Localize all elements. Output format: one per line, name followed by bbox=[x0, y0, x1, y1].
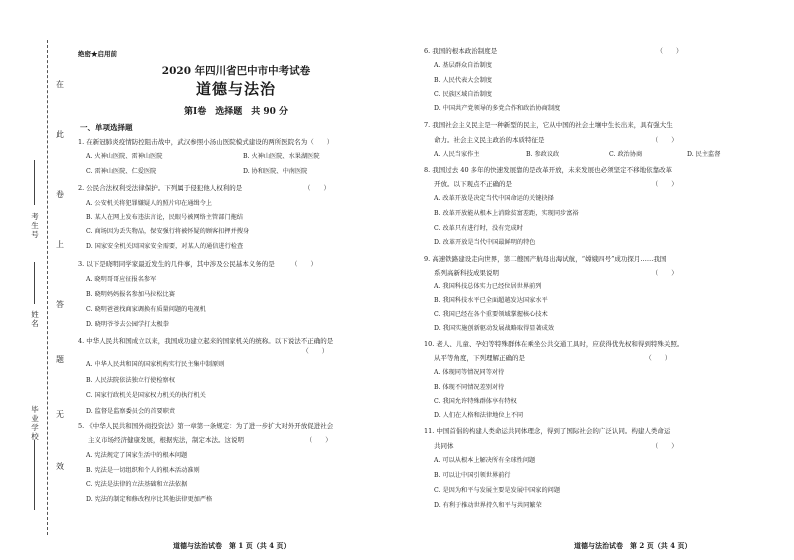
exam-title: 2020 年四川省巴中市中考试卷 bbox=[161, 65, 311, 77]
option: D. 有利于推动世界持久和平与共同繁荣 bbox=[434, 502, 542, 509]
question-stem: 7. 我国社会主义民主是一种新型的民主，它从中国的社会土壤中生长出来，具有强大生 bbox=[424, 121, 673, 129]
right-page bbox=[424, 0, 772, 560]
option: B. 人民代表大会制度 bbox=[434, 77, 492, 84]
name-label: 姓名 bbox=[31, 310, 39, 328]
question-stem: 2. 公民合法权利受法律保护。下列属于侵犯他人权利的是 （ ） bbox=[78, 184, 331, 192]
question-stem: 共同体 （ ） bbox=[434, 442, 678, 450]
question-stem: 命力。社会主义民主政治的本质特征是 （ ） bbox=[434, 136, 678, 144]
option: D. 晓明爷爷去公园学打太极拳 bbox=[86, 321, 169, 328]
option: B. 我国科技水平已全面超越发达国家水平 bbox=[434, 297, 548, 304]
option: B. 体现不同情况差别对待 bbox=[434, 384, 505, 391]
option: D. 民主监督 bbox=[687, 151, 721, 158]
option: B. 火神山医院、水果湖医院 bbox=[243, 153, 320, 160]
option: C. 国家行政机关是国家权力机关的执行机关 bbox=[86, 392, 206, 399]
question-stem: 9. 高速铁路建设走向世界，第二艘国产航母出海试航，“嫦娥四号”成功探月……我国 bbox=[424, 255, 667, 263]
school-label: 毕业学校 bbox=[31, 405, 39, 441]
option: A. 改革开放是决定当代中国命运的关键抉择 bbox=[434, 195, 554, 202]
question-stem: 8. 我国过去 40 多年的快速发展靠的是改革开放，未来发展也必须坚定不移地依靠改革 bbox=[424, 166, 673, 174]
name-line bbox=[34, 262, 35, 304]
question-stem: 10. 老人、儿童、孕妇等特殊群体在乘坐公共交通工具时，应获得优先权和得到特殊关照。 bbox=[424, 340, 684, 348]
option: D. 我国实施创新驱动发展战略取得显著成效 bbox=[434, 325, 555, 332]
question-stem: 从平等角度，下列理解正确的是 （ ） bbox=[434, 354, 672, 362]
option: B. 改革开放能从根本上消除贫富差距，实现同步富裕 bbox=[434, 210, 579, 217]
question-stem: 开放。以下观点不正确的是 （ ） bbox=[434, 180, 678, 188]
option: D. 协和医院、中南医院 bbox=[243, 168, 308, 175]
option: A. 人民当家作主 bbox=[434, 151, 480, 158]
part-title: 第Ⅰ卷 选择题 共 90 分 bbox=[183, 107, 288, 117]
option: B. 人民法院依法独立行使检察权 bbox=[86, 377, 175, 384]
option: A. 晓明哥哥应征报名参军 bbox=[86, 276, 157, 283]
margin-char: 此 bbox=[56, 130, 64, 139]
option: C. 改革只有进行时，没有完成时 bbox=[434, 225, 523, 232]
option: A. 中华人民共和国的国家机构实行民主集中制原则 bbox=[86, 361, 225, 368]
option: C. 民族区域自治制度 bbox=[434, 91, 492, 98]
left-page bbox=[78, 0, 394, 560]
option: A. 公安机关将犯罪嫌疑人的照片印在通缉令上 bbox=[86, 200, 212, 207]
binding-margin bbox=[0, 0, 70, 560]
secret-mark: 绝密★启用前 bbox=[78, 50, 117, 58]
option: C. 晓明爸爸找商家调换有质量问题的电视机 bbox=[86, 306, 206, 313]
margin-char: 题 bbox=[56, 355, 64, 364]
option: B. 晓明妈妈报名参加马拉松比赛 bbox=[86, 291, 175, 298]
option: C. 商场因为丢失物品，保安强行将被怀疑的顾客扣押并搜身 bbox=[86, 228, 250, 235]
option: B. 可以让中国引领世界前行 bbox=[434, 472, 511, 479]
question-stem: 系列高新科技成果说明 （ ） bbox=[434, 269, 678, 277]
option: D. 改革开放是当代中国最鲜明的特色 bbox=[434, 239, 536, 246]
option: B. 某人在网上发布违法言论，民眼号被网络主管部门拖结 bbox=[86, 214, 243, 221]
page-footer: 道德与法治试卷 第 1 页（共 4 页） bbox=[173, 541, 291, 550]
question-stem: 4. 中华人民共和国成立以来，我国成功建立起来的国家机关的统称。以下说法不正确的是 bbox=[78, 337, 334, 345]
option: A. 我国科技总体实力已经位居世界前列 bbox=[434, 283, 542, 290]
student-id-label: 考生号 bbox=[31, 212, 39, 239]
question-stem: 1. 在新冠肺炎疫情防控阻击战中，武汉参照小汤山医院模式建设的两所医院名为（ ） bbox=[78, 138, 334, 146]
option: B. 宪法是一切组织和个人的根本活动准则 bbox=[86, 467, 200, 474]
student-id-line bbox=[34, 160, 35, 205]
margin-char: 答 bbox=[56, 300, 64, 309]
option: C. 我国已经在各个重要领域掌握核心技术 bbox=[434, 311, 548, 318]
option: A. 火神山医院、雷神山医院 bbox=[86, 153, 163, 160]
margin-char: 在 bbox=[56, 80, 64, 89]
option: D. 宪法的制定和修改程序比其他法律更加严格 bbox=[86, 496, 213, 503]
question-stem: （ ） bbox=[78, 347, 329, 355]
option: C. 政治协商 bbox=[609, 151, 643, 158]
option: D. 中国共产党领导的多党合作和政治协商制度 bbox=[434, 105, 561, 112]
option: C. 是因为和平与发展主要是发展中国家的问题 bbox=[434, 487, 561, 494]
option: D. 国家安全机关因国家安全需要，对某人的通信进行检查 bbox=[86, 243, 244, 250]
option: A. 宪法规定了国家生活中的根本问题 bbox=[86, 452, 188, 459]
question-stem: 11. 中国首倡的构建人类命运共同体理念，得到了国际社会的广泛认同。构建人类命运 bbox=[424, 427, 671, 435]
option: A. 基层群众自治制度 bbox=[434, 62, 492, 69]
margin-char: 上 bbox=[56, 240, 64, 249]
option: C. 雷神山医院、仁爱医院 bbox=[86, 168, 157, 175]
question-stem: 主义市场经济健康发展，根据宪法，制定本法。这说明 （ ） bbox=[88, 436, 332, 444]
margin-char: 效 bbox=[56, 462, 64, 471]
question-stem: 5. 《中华人民共和国外商投资法》第一章第一条规定：为了进一步扩大对外开放促进社会 bbox=[78, 422, 334, 430]
section-title: 一、单项选择题 bbox=[80, 123, 133, 132]
margin-char: 无 bbox=[56, 410, 64, 419]
question-stem: 6. 我国的根本政治制度是 （ ） bbox=[424, 47, 683, 55]
page-footer: 道德与法治试卷 第 2 页（共 4 页） bbox=[574, 541, 692, 550]
option: C. 我国允许特殊群体享有特权 bbox=[434, 398, 517, 405]
option: D. 监督是监察委员会的首要职责 bbox=[86, 408, 176, 415]
option: C. 宪法是法律的立法基础和立法依据 bbox=[86, 481, 188, 488]
question-stem: 3. 以下是晓明同学家最近发生的几件事，其中涉及公民基本义务的是 （ ） bbox=[78, 260, 318, 268]
school-line bbox=[34, 440, 35, 510]
cut-line bbox=[47, 40, 48, 535]
margin-char: 卷 bbox=[56, 190, 64, 199]
subject-title: 道德与法治 bbox=[195, 80, 276, 98]
option: A. 可以从根本上解决所有全球性问题 bbox=[434, 457, 536, 464]
option: A. 体现同等情况同等对待 bbox=[434, 369, 505, 376]
option: D. 人们在人格和法律地位上不同 bbox=[434, 412, 524, 419]
option: B. 参政议政 bbox=[526, 151, 560, 158]
